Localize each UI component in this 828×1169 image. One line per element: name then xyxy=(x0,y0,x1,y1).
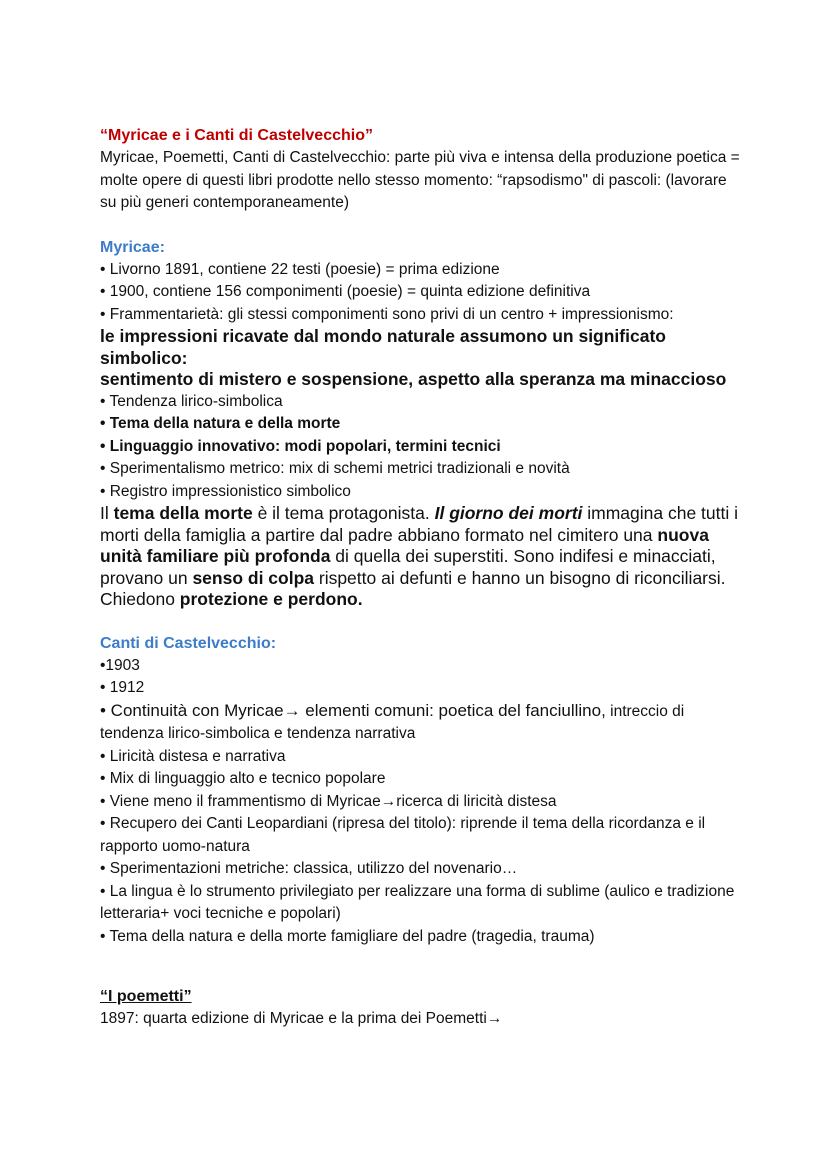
bold-run: senso di colpa xyxy=(192,567,314,588)
intro-paragraph: Myricae, Poemetti, Canti di Castelvecchio: parte più viva e intensa della produzione poetica = molte opere di questi libri prodotte nello stesso momento: “rapsodismo" di pascoli: (lavorare su più generi contemporaneamente) xyxy=(100,149,740,211)
text-run: rispetto ai defunti e hanno un bisogno di riconciliarsi. Chiedono xyxy=(100,567,726,609)
bold-run: nuova unità familiare più profonda xyxy=(100,524,709,566)
list-item: • Viene meno il frammentismo di Myricae→ricerca di liricità distesa xyxy=(100,792,557,810)
bold-statement: le impressioni ricavate dal mondo naturale assumono un significato simbolico: xyxy=(100,326,666,368)
list-item: • Sperimentalismo metrico: mix di schemi metrici tradizionali e novità xyxy=(100,460,570,477)
list-item: • Frammentarietà: gli stessi componimenti sono privi di un centro + impressionismo: xyxy=(100,305,674,323)
poemetti-line: 1897: quarta edizione di Myricae e la prima dei Poemetti→ xyxy=(100,1010,503,1027)
list-item: • Liricità distesa e narrativa xyxy=(100,747,286,765)
list-item: • Tema della natura e della morte xyxy=(100,415,341,432)
list-item: • La lingua è lo strumento privilegiato per realizzare una forma di sublime (aulico e tradizione letteraria+ voci tecniche e popolari) xyxy=(100,882,735,922)
list-item: • Linguaggio innovativo: modi popolari, termini tecnici xyxy=(100,437,501,455)
list-item: • Recupero dei Canti Leopardiani (ripresa del titolo): riprende il tema della ricordanza e il rapporto uomo-natura xyxy=(100,815,706,855)
list-item: • 1912 xyxy=(100,679,145,696)
list-item: • Tema della natura e della morte famigliare del padre (tragedia, trauma) xyxy=(100,927,595,945)
section-title-myricae-canti: “Myricae e i Canti di Castelvecchio” xyxy=(100,127,373,144)
text-run: Il xyxy=(100,503,114,523)
text-run: di quella dei superstiti. Sono indifesi e minacciati, provano un xyxy=(100,546,716,588)
list-item xyxy=(100,700,740,746)
bold-run: protezione e perdono. xyxy=(179,589,363,609)
bold-italic-run: Il giorno dei morti xyxy=(434,503,583,523)
list-item: • Mix di linguaggio alto e tecnico popolare xyxy=(100,770,386,787)
text-run: • Continuità con Myricae→ elementi comuni: poetica del fanciullino, xyxy=(100,700,606,720)
bold-run: tema della morte xyxy=(113,503,253,523)
list-item: • Livorno 1891, contiene 22 testi (poesie) = prima edizione xyxy=(100,260,500,278)
list-item: • Tendenza lirico-simbolica xyxy=(100,392,283,410)
myricae-heading: Myricae: xyxy=(100,238,165,256)
text-run: immagina che tutti i morti della famiglia a partire dal padre abbiano formato nel cimitero una xyxy=(100,503,739,545)
bold-statement: sentimento di mistero e sospensione, aspetto alla speranza ma minaccioso xyxy=(100,369,727,389)
document-page xyxy=(100,125,740,1031)
poemetti-heading: “I poemetti” xyxy=(100,988,192,1005)
list-item: •1903 xyxy=(100,656,140,674)
list-item: • Registro impressionistico simbolico xyxy=(100,482,351,500)
death-theme-paragraph xyxy=(100,503,740,611)
canti-heading: Canti di Castelvecchio: xyxy=(100,634,277,652)
text-run: intreccio di tendenza lirico-simbolica e tendenza narrativa xyxy=(100,702,685,742)
list-item: • 1900, contiene 156 componimenti (poesie) = quinta edizione definitiva xyxy=(100,283,591,300)
text-run: è il tema protagonista. xyxy=(252,503,435,523)
list-item: • Sperimentazioni metriche: classica, utilizzo del novenario… xyxy=(100,860,518,877)
